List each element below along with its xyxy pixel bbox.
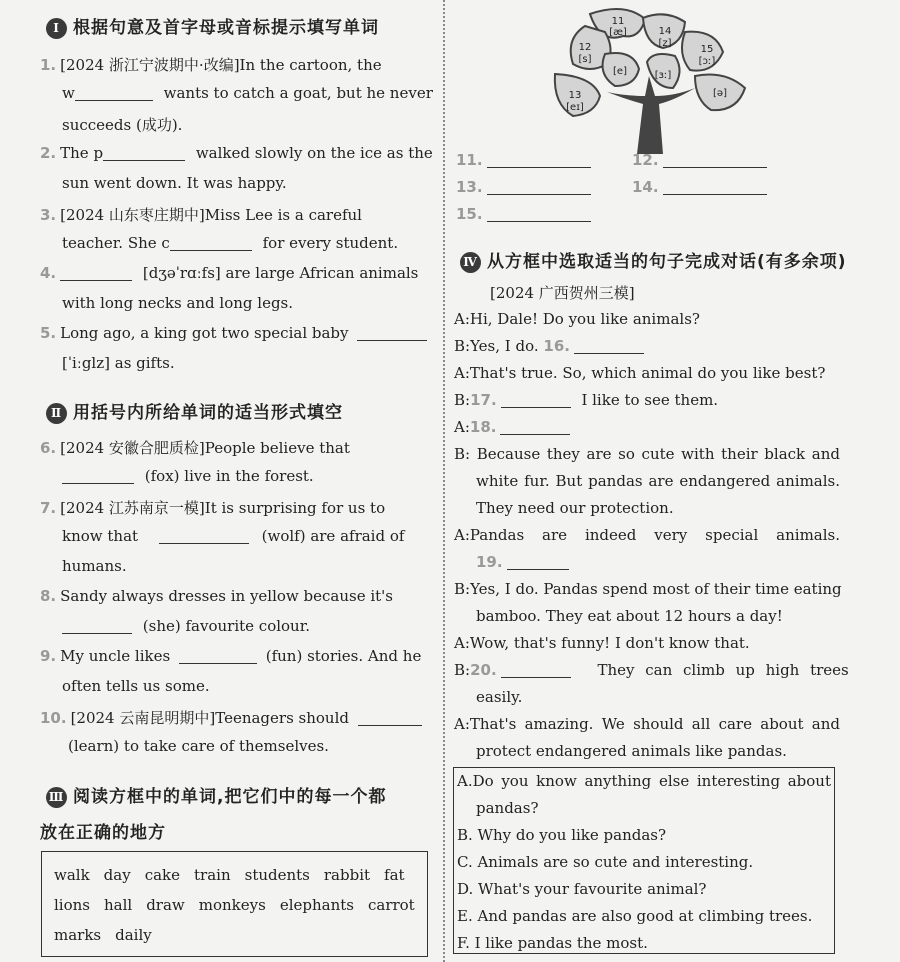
svg-text:[s]: [s] [578,54,592,65]
q7-text1: [2024 江苏南京一模]It is surprising for us to [60,499,386,517]
word-row-3 [54,926,166,944]
dialog-line-6c: They need our protection. [476,499,674,517]
q2-text-b: walked slowly on the ice as the [195,144,433,162]
q7-text-a: know that [62,527,139,545]
blank-16-line[interactable] [574,338,644,354]
dialog-line-10a [454,661,849,679]
option-b: B. Why do you like pandas? [457,826,667,844]
dialog-text: A: [454,418,470,436]
dialog-text: B: [454,661,471,679]
q3-blank[interactable] [170,235,252,251]
blank-14 [632,178,767,196]
word-item: students [244,866,310,884]
section-1-title: 根据句意及首字母或音标提示填写单词 [73,18,379,38]
blank-16-number: 16. [543,337,570,355]
option-f: F. I like pandas the most. [457,934,648,952]
q5-line2: [ˈiːglz] as gifts. [62,354,175,372]
word-row-1 [54,866,419,884]
q10-line1 [40,707,422,728]
q8-number: 8. [40,587,57,605]
q2-blank[interactable] [103,145,185,161]
svg-text:[z]: [z] [658,38,672,49]
dialog-text: I like to see them. [581,391,719,409]
word-item: lions [54,896,90,914]
phonetic-tree-illustration [545,4,755,154]
svg-text:[æ]: [æ] [609,27,627,38]
q2-line1 [40,144,433,162]
dialog-line-11b: protect endangered animals like pandas. [476,742,787,760]
svg-text:[ɔː]: [ɔː] [698,56,716,67]
q6-line1 [40,437,350,458]
word-item: hall [103,896,133,914]
q9-line1 [40,647,421,665]
word-row-2 [54,896,429,914]
section-2-number: Ⅱ [46,403,67,424]
dialog-text: They can climb up high trees [597,661,849,679]
q10-text-a: [2024 云南昆明期中]Teenagers should [70,709,349,727]
blank-19-line[interactable] [507,554,569,570]
section-3-title-2: 放在正确的地方 [40,823,166,843]
blank-15-number: 15. [456,205,483,223]
blank-17-number: 17. [470,391,497,409]
option-a: A.Do you know anything else interesting about [457,772,831,790]
q4-line1 [40,264,418,282]
svg-text:[ɜː]: [ɜː] [654,70,672,81]
dialog-line-6a: B: Because they are so cute with their black and [454,445,840,463]
blank-18-number: 18. [469,418,497,436]
q7-blank[interactable] [159,528,249,544]
column-divider [443,0,445,962]
dialog-line-6b: white fur. But pandas are endangered animals. [476,472,840,490]
dialog-line-3: A:That's true. So, which animal do you like best? [454,364,826,382]
left-column [0,0,440,962]
section-3-title-1: 阅读方框中的单词,把它们中的每一个都 [73,787,387,807]
blank-13 [456,178,591,196]
svg-text:14: 14 [658,26,672,37]
q4-blank[interactable] [60,265,132,281]
word-item: walk [54,866,90,884]
dialog-line-8a: B:Yes, I do. Pandas spend most of their time eating [454,580,842,598]
blank-15 [456,205,591,223]
dialog-line-2 [454,337,644,355]
q8-text1: Sandy always dresses in yellow because it's [60,587,393,605]
section-4-number: Ⅳ [460,252,481,273]
blank-11 [456,151,591,169]
dialog-line-8b: bamboo. They eat about 12 hours a day! [476,607,783,625]
svg-text:11: 11 [611,16,625,27]
blank-12-number: 12. [632,151,659,169]
q1-line3: succeeds (成功). [62,116,183,134]
svg-text:13: 13 [568,90,582,101]
word-item: draw [146,896,185,914]
section-2-heading [46,398,343,424]
word-item: marks [54,926,102,944]
blank-18-line[interactable] [500,419,570,435]
dialog-text: B:Yes, I do. [454,337,539,355]
word-item: train [194,866,231,884]
blank-11-number: 11. [456,151,483,169]
q3-text-a: teacher. She c [62,234,170,252]
q6-line2 [62,467,314,485]
q3-line2 [62,234,398,252]
q8-text-b: (she) favourite colour. [142,617,311,635]
blank-13-number: 13. [456,178,483,196]
dialog-line-7a: A:Pandas are indeed very special animals. [454,526,840,544]
blank-17-line[interactable] [501,392,571,408]
blank-14-number: 14. [632,178,659,196]
q7-line3: humans. [62,557,127,575]
word-box [41,851,428,957]
q1-initial: w [62,84,75,102]
q4-line2: with long necks and long legs. [62,294,294,312]
blank-12-line[interactable] [663,152,767,168]
svg-text:15: 15 [700,44,714,55]
dialog-line-5 [454,418,570,436]
blank-11-line[interactable] [487,152,591,168]
q9-line2: often tells us some. [62,677,210,695]
q3-number: 3. [40,206,57,224]
dialog-text: B: [454,391,471,409]
q9-number: 9. [40,647,57,665]
section-4-title: 从方框中选取适当的句子完成对话(有多余项) [487,252,847,272]
q3-text-b: for every student. [262,234,399,252]
q4-number: 4. [40,264,57,282]
q3-line1 [40,204,362,225]
q8-line2 [62,617,310,635]
option-e: E. And pandas are also good at climbing trees. [457,907,813,925]
q5-number: 5. [40,324,57,342]
blank-19-number: 19. [476,553,503,571]
q9-blank[interactable] [179,648,257,664]
word-item: carrot [367,896,415,914]
option-c: C. Animals are so cute and interesting. [457,853,754,871]
section-1-number: Ⅰ [46,18,67,39]
section-4-heading [460,247,847,273]
word-item: cake [144,866,181,884]
q7-number: 7. [40,499,57,517]
q1-line2 [62,84,433,102]
q9-text-b: (fun) stories. And he [265,647,422,665]
blank-15-line[interactable] [487,206,591,222]
section-3-heading [46,782,386,808]
word-item: rabbit [323,866,371,884]
dialog-line-10b: easily. [476,688,523,706]
blank-14-line[interactable] [663,179,767,195]
section-1-heading [46,13,379,39]
q10-line2: (learn) to take care of themselves. [68,737,329,755]
options-box [453,767,835,954]
svg-text:12: 12 [578,42,592,53]
q4-text-b: [dʒəˈrɑːfs] are large African animals [142,264,419,282]
blank-12 [632,151,767,169]
q1-number: 1. [40,56,57,74]
q9-text-a: My uncle likes [60,647,171,665]
q1-line1 [40,54,428,75]
q2-number: 2. [40,144,57,162]
q7-line1 [40,497,385,518]
blank-20-line[interactable] [501,662,571,678]
q7-text-b: (wolf) are afraid of [261,527,405,545]
q8-blank[interactable] [62,618,132,634]
dialog-line-11a: A:That's amazing. We should all care about and [454,715,840,733]
q1-blank[interactable] [75,85,153,101]
dialog-line-9: A:Wow, that's funny! I don't know that. [454,634,750,652]
q6-text1: [2024 安徽合肥质检]People believe that [60,439,350,457]
section-2-title: 用括号内所给单词的适当形式填空 [73,403,343,423]
svg-text:[eɪ]: [eɪ] [566,102,584,113]
option-d: D. What's your favourite animal? [457,880,707,898]
q5-line1 [40,324,427,342]
word-item: elephants [279,896,354,914]
section-4-source: [2024 广西贺州三模] [490,284,635,302]
word-item: day [103,866,131,884]
section-3-number: Ⅲ [46,787,67,808]
blank-13-line[interactable] [487,179,591,195]
svg-text:[e]: [e] [613,66,627,77]
option-a-cont: pandas? [476,799,539,817]
q6-text-b: (fox) live in the forest. [144,467,314,485]
q6-number: 6. [40,439,57,457]
dialog-line-7b [476,553,569,571]
dialog-line-1: A:Hi, Dale! Do you like animals? [454,310,700,328]
q5-blank[interactable] [357,325,427,341]
svg-text:[ə]: [ə] [713,88,727,99]
dialog-line-4 [454,391,718,409]
q5-text-a: Long ago, a king got two special baby [60,324,349,342]
q2-line2: sun went down. It was happy. [62,174,287,192]
word-item: daily [115,926,152,944]
q8-line1 [40,587,393,605]
q7-line2 [62,527,404,545]
q2-text-a: The p [60,144,104,162]
word-item: fat [384,866,405,884]
q6-blank[interactable] [62,468,134,484]
q1-text1: [2024 浙江宁波期中·改编]In the cartoon, the [60,56,382,74]
q3-text1: [2024 山东枣庄期中]Miss Lee is a careful [60,206,362,224]
q10-number: 10. [40,709,67,727]
blank-20-number: 20. [470,661,497,679]
q10-blank[interactable] [358,710,422,726]
q1-text2: wants to catch a goat, but he never [163,84,433,102]
word-item: monkeys [198,896,266,914]
